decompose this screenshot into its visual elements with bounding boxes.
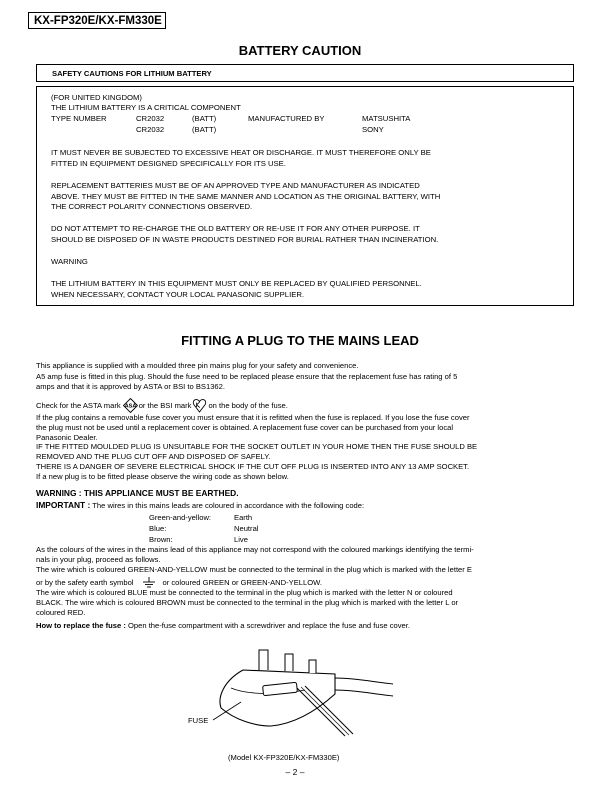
region-note: (FOR UNITED KINGDOM) [51, 93, 142, 102]
fuse-label: FUSE [188, 716, 209, 725]
type-number-label: TYPE NUMBER [51, 114, 107, 123]
mains-plug-drawing [185, 640, 395, 745]
earthed-warning: WARNING : THIS APPLIANCE MUST BE EARTHED. [36, 488, 239, 498]
fitting-plug-title: FITTING A PLUG TO THE MAINS LEAD [181, 333, 419, 348]
page-number: – 2 – [285, 767, 305, 777]
plug-illustration [185, 640, 395, 745]
wire-code-use: Neutral [234, 524, 259, 533]
figure-caption: (Model KX-FP320E/KX-FM330E) [228, 753, 340, 762]
asta-mark-icon [123, 398, 138, 413]
check-marks-line: Check for the ASTA mark ASA or the BSI mark on the body of the fuse. [36, 398, 288, 413]
battery-maker: MATSUSHITA [362, 114, 411, 123]
important-note: IMPORTANT : The wires in this mains leads are coloured in accordance with the following code: [36, 500, 365, 510]
wire-code-use: Live [234, 535, 248, 544]
wire-code-label: Blue: [149, 524, 167, 533]
intro-text: This appliance is supplied with a moulded three pin mains plug for your safety and convenience. [36, 361, 359, 370]
battery-type: CR2032 [136, 114, 165, 123]
safety-box-title: SAFETY CAUTIONS FOR LITHIUM BATTERY [36, 64, 574, 82]
blue-brown-paragraph: The wire which is coloured BLUE must be connected to the terminal in the plug which is marked with the letter N or coloured BLACK. The wire which is coloured BROWN must be connected to the terminal in the plug which is marked with the letter L or coloured RED. [36, 588, 459, 617]
battery-batt: (BATT) [192, 125, 217, 134]
replacement-paragraph: REPLACEMENT BATTERIES MUST BE OF AN APPROVED TYPE AND MANUFACTURER AS INDICATED ABOVE. THEY MUST BE FITTED IN THE SAME MANNER AND LOCATION AS THE ORIGINAL BATTERY, WITH THE CORRECT POLARITY CONNECTIONS OBSERVED. [51, 181, 441, 211]
heat-warning-paragraph: IT MUST NEVER BE SUBJECTED TO EXCESSIVE HEAT OR DISCHARGE. IT MUST THEREFORE ONLY BE FITTED IN EQUIPMENT DESIGNED SPECIFICALLY FOR ITS USE. [51, 148, 431, 168]
qualified-personnel-paragraph: THE LITHIUM BATTERY IN THIS EQUIPMENT MUST ONLY BE REPLACED BY QUALIFIED PERSONNEL. WHEN NECESSARY, CONTACT YOUR LOCAL PANASONIC SUPPLIER. [51, 279, 422, 299]
model-number: KX-FP320E/KX-FM330E [28, 12, 166, 29]
warning-heading: WARNING [51, 257, 88, 266]
wire-colours-paragraph: As the colours of the wires in the mains lead of this appliance may not correspond with the coloured markings identifying the termi- nals in your plug, proceed as follows. The wire which is coloured GREEN-AND-YELLOW must be connected to the terminal in the plug which is marked with the letter E [36, 545, 474, 574]
earth-symbol-icon [142, 577, 156, 588]
fuse-rating-paragraph: A5 amp fuse is fitted in this plug. Should the fuse need to be replaced please ensure that the replacement fuse has rating of 5 amps and that it is approved by ASTA or BSI to BS1362. [36, 372, 458, 391]
battery-caution-title: BATTERY CAUTION [238, 43, 362, 58]
manufactured-by-label: MANUFACTURED BY [248, 114, 325, 123]
how-to-replace-fuse: How to replace the fuse : Open the-fuse compartment with a screwdriver and replace the fuse and fuse cover. [36, 621, 410, 630]
critical-component-note: THE LITHIUM BATTERY IS A CRITICAL COMPONENT [51, 103, 241, 112]
wire-code-label: Brown: [149, 535, 173, 544]
recharge-paragraph: DO NOT ATTEMPT TO RE-CHARGE THE OLD BATTERY OR RE-USE IT FOR ANY OTHER PURPOSE. IT SHOULD BE DISPOSED OF IN WASTE PRODUCTS DESTINED FOR BURIAL RATHER THAN INCINERATION. [51, 224, 439, 244]
svg-text:ASA: ASA [124, 403, 137, 410]
wire-code-label: Green-and-yellow: [149, 513, 212, 522]
earth-symbol-line: or by the safety earth symbol or coloured GREEN or GREEN-AND-YELLOW. [36, 577, 323, 587]
wire-code-use: Earth [234, 513, 253, 522]
fuse-cover-paragraph: If the plug contains a removable fuse cover you must ensure that it is refitted when the fuse is replaced. If you lose the fuse cover the plug must not be used until a replacement cover is obtained. A replacement fuse cover can be purchased from your local Panasonic Dealer. IF THE FITTED MOULDED PLUG IS UNSUITABLE FOR THE SOCKET OUTLET IN YOUR HOME THEN THE FUSE SHOULD BE REMOVED AND THE PLUG CUT OFF AND DISPOSED OF SAFELY. THERE IS A DANGER OF SEVERE ELECTRICAL SHOCK IF THE CUT OFF PLUG IS INSERTED INTO ANY 13 AMP SOCKET. If a new plug is to be fitted please observe the wiring code as shown below. [36, 413, 478, 481]
bsi-kitemark-icon [192, 398, 207, 413]
battery-maker: SONY [362, 125, 384, 134]
battery-type: CR2032 [136, 125, 165, 134]
battery-batt: (BATT) [192, 114, 217, 123]
